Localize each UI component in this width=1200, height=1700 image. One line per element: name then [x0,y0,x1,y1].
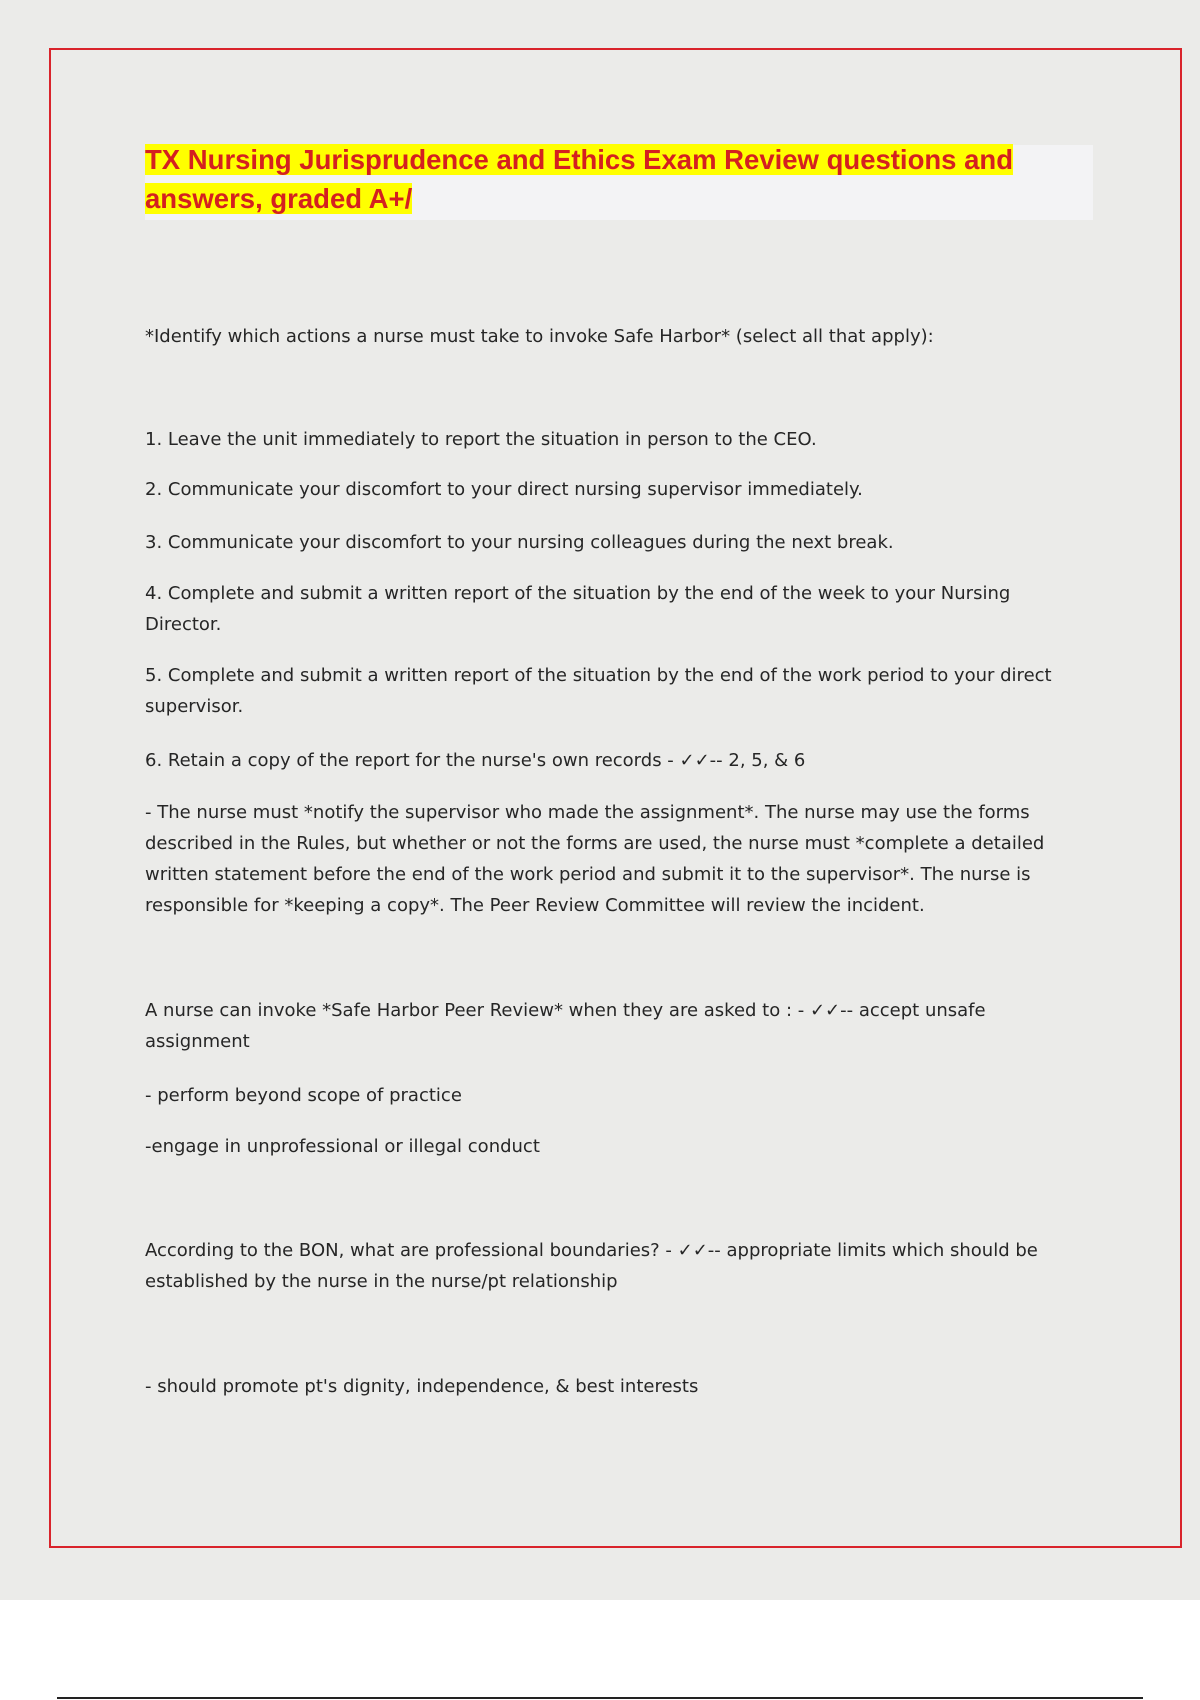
answer-option: 6. Retain a copy of the report for the nurse's own records - ✓✓-- 2, 5, & 6 [145,750,806,771]
title-line-1: TX Nursing Jurisprudence and Ethics Exam Review questions and [145,144,1013,175]
document-title [145,140,1085,218]
answer-option: 2. Communicate your discomfort to your direct nursing supervisor immediately. [145,479,863,500]
answer-point: - should promote pt's dignity, independence, & best interests [145,1376,699,1397]
question-text: A nurse can invoke *Safe Harbor Peer Review* when they are asked to : - ✓✓-- accept unsafe assignment [145,1000,986,1052]
explanation-text: - The nurse must *notify the supervisor who made the assignment*. The nurse may use the forms described in the Rules, but whether or not the forms are used, the nurse must *complete a detailed written statement before the end of the work period and submit it to the supervisor*. The nurse is responsible for *keeping a copy*. The Peer Review Committee will review the incident. [145,802,1045,916]
question-3-prompt [145,1235,1075,1297]
question-1-option-1 [145,424,1075,455]
question-3-point [145,1371,1075,1402]
answer-point: -engage in unprofessional or illegal conduct [145,1136,540,1157]
title-line-2: answers, graded A+/ [145,183,413,214]
question-1-prompt [145,321,1075,352]
question-1-explanation [145,797,1075,921]
answer-option: 5. Complete and submit a written report of the situation by the end of the work period to your direct supervisor. [145,665,1052,717]
question-text: *Identify which actions a nurse must take to invoke Safe Harbor* (select all that apply): [145,326,934,347]
question-2-point-1 [145,1080,1075,1111]
question-1-option-2 [145,474,1075,505]
answer-option: 4. Complete and submit a written report of the situation by the end of the week to your Nursing Director. [145,583,1011,635]
question-2-point-2 [145,1131,1075,1162]
question-2-prompt [145,995,1075,1057]
question-text: According to the BON, what are professional boundaries? - ✓✓-- appropriate limits which should be established by the nurse in the nurse/pt relationship [145,1240,1038,1292]
answer-option: 1. Leave the unit immediately to report the situation in person to the CEO. [145,429,817,450]
answer-point: - perform beyond scope of practice [145,1085,462,1106]
question-1-option-4 [145,578,1075,640]
footer-divider [57,1697,1143,1699]
question-1-option-5 [145,660,1075,722]
question-1-option-3 [145,527,1075,558]
answer-option: 3. Communicate your discomfort to your nursing colleagues during the next break. [145,532,894,553]
question-1-option-6 [145,745,1075,776]
